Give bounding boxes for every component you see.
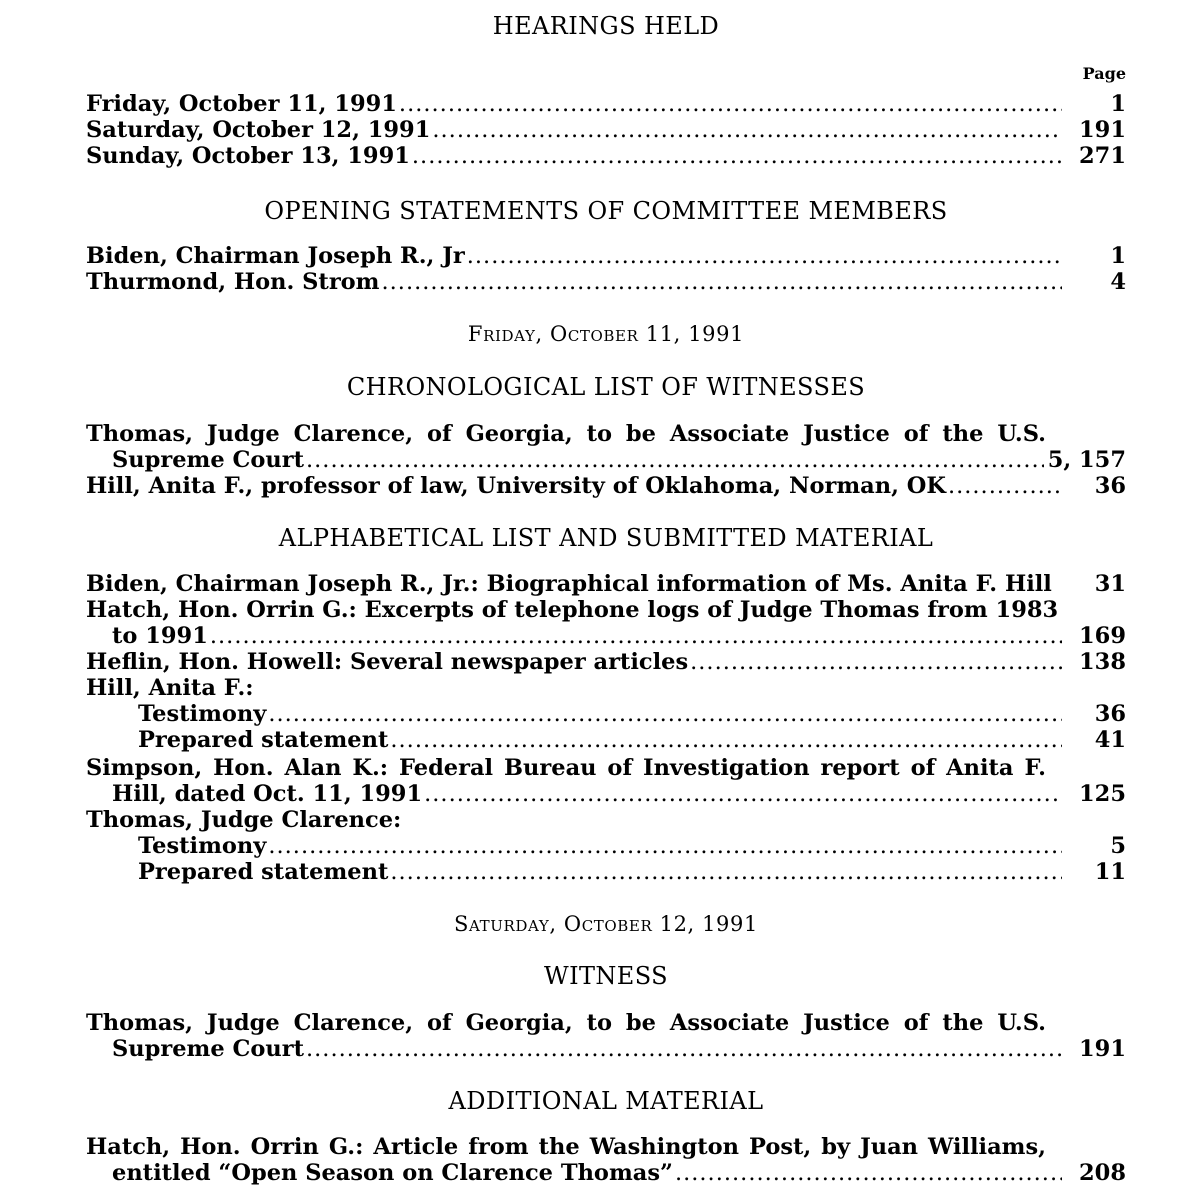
entry-label: Sunday, October 13, 1991 [86, 143, 410, 169]
leader-dots [424, 781, 1062, 807]
entry-label: Biden, Chairman Joseph R., Jr.: Biographical information of Ms. Anita F. Hill [86, 571, 1052, 597]
entry-label: Biden, Chairman Joseph R., Jr [86, 243, 465, 269]
entry-label: Testimony [138, 833, 267, 859]
entry-label: Thomas, Judge Clarence: [86, 807, 402, 833]
entry-label: Hill, dated Oct. 11, 1991 [112, 781, 423, 807]
entry-page: 1 [1110, 91, 1126, 117]
entry-page: 1 [1110, 243, 1126, 269]
entry-label: Hill, Anita F.: [86, 675, 254, 701]
entry-label: Saturday, October 12, 1991 [86, 117, 431, 143]
leader-dots [268, 701, 1062, 727]
leader-dots [306, 447, 1044, 473]
entry-label: Testimony [138, 701, 267, 727]
entry-page: 208 [1079, 1160, 1126, 1186]
entry-page: 191 [1079, 1036, 1126, 1062]
entry-page: 125 [1079, 781, 1126, 807]
toc-entry-thurmond [86, 269, 1126, 295]
entry-label: to 1991 [112, 623, 208, 649]
entry-page: 31 [1094, 571, 1126, 597]
toc-entry-heflin [86, 649, 1126, 675]
entry-page: 36 [1094, 473, 1126, 499]
toc-entry-additional-hatch-line2 [86, 1160, 1126, 1186]
entry-label: Supreme Court [112, 447, 304, 473]
toc-entry-hill [86, 473, 1126, 499]
entry-label: Heflin, Hon. Howell: Several newspaper articles [86, 649, 689, 675]
heading-opening-statements: OPENING STATEMENTS OF COMMITTEE MEMBERS [264, 197, 948, 225]
toc-entry-thomas-heading [86, 807, 1126, 833]
toc-entry-saturday [86, 117, 1126, 143]
entry-page: 11 [1094, 859, 1126, 885]
entry-page: 191 [1079, 117, 1126, 143]
leader-dots [399, 91, 1062, 117]
toc-entry-thomas-testimony [86, 833, 1126, 859]
toc-entry-witness-thomas-line2 [86, 1036, 1126, 1062]
toc-entry-hill-testimony [86, 701, 1126, 727]
leader-dots [948, 473, 1062, 499]
heading-friday-date: Friday, October 11, 1991 [467, 322, 745, 346]
entry-label: entitled “Open Season on Clarence Thomas” [112, 1160, 673, 1186]
leader-dots [382, 269, 1063, 295]
toc-entry-thomas-prepared [86, 859, 1126, 885]
leader-dots [268, 833, 1062, 859]
entry-label: Prepared statement [138, 727, 389, 753]
toc-entry-thomas-line2 [86, 447, 1126, 473]
entry-page: 36 [1094, 701, 1126, 727]
page-column-header: Page [1082, 64, 1126, 83]
entry-page: 271 [1079, 143, 1126, 169]
toc-entry-hill-prepared [86, 727, 1126, 753]
leader-dots [390, 859, 1062, 885]
leader-dots [467, 243, 1062, 269]
entry-page: 5 [1110, 833, 1126, 859]
toc-entry-hatch-line2 [86, 623, 1126, 649]
entry-page: 169 [1079, 623, 1126, 649]
toc-entry-simpson-line2 [86, 781, 1126, 807]
entry-label: Friday, October 11, 1991 [86, 91, 397, 117]
toc-entry-hatch-line1 [86, 597, 1126, 623]
entry-label: Hill, Anita F., professor of law, University of Oklahoma, Norman, OK [86, 473, 946, 499]
heading-witness: WITNESS [544, 962, 668, 990]
toc-entry-biden-bio [86, 571, 1126, 597]
leader-dots [210, 623, 1062, 649]
heading-alphabetical-list: ALPHABETICAL LIST AND SUBMITTED MATERIAL [278, 524, 934, 552]
leader-dots [675, 1160, 1062, 1186]
entry-page: 4 [1110, 269, 1126, 295]
entry-page: 41 [1094, 727, 1126, 753]
heading-hearings-held: HEARINGS HELD [492, 12, 720, 40]
leader-dots [690, 649, 1062, 675]
leader-dots [432, 117, 1062, 143]
entry-label: Simpson, Hon. Alan K.: Federal Bureau of Investigation report of Anita F. [86, 755, 1046, 781]
toc-entry-witness-thomas-line1 [86, 1010, 1126, 1036]
entry-label: Thomas, Judge Clarence, of Georgia, to be Associate Justice of the U.S. [86, 421, 1046, 447]
entry-label: Hatch, Hon. Orrin G.: Excerpts of telephone logs of Judge Thomas from 1983 [86, 597, 1059, 623]
heading-saturday-date: Saturday, October 12, 1991 [454, 912, 758, 936]
entry-page: 138 [1079, 649, 1126, 675]
toc-entry-thomas-line1 [86, 421, 1126, 447]
toc-entry-simpson-line1 [86, 755, 1126, 781]
leader-dots [306, 1036, 1062, 1062]
entry-label: Prepared statement [138, 859, 389, 885]
toc-entry-additional-hatch-line1 [86, 1134, 1126, 1160]
heading-additional-material: ADDITIONAL MATERIAL [448, 1087, 764, 1115]
toc-entry-friday [86, 91, 1126, 117]
entry-label: Thomas, Judge Clarence, of Georgia, to be Associate Justice of the U.S. [86, 1010, 1046, 1036]
leader-dots [412, 143, 1062, 169]
entry-label: Thurmond, Hon. Strom [86, 269, 380, 295]
heading-chronological-list: CHRONOLOGICAL LIST OF WITNESSES [346, 373, 866, 401]
leader-dots [390, 727, 1062, 753]
toc-entry-biden [86, 243, 1126, 269]
entry-page: 5, 157 [1047, 447, 1126, 473]
entry-label: Supreme Court [112, 1036, 304, 1062]
toc-entry-sunday [86, 143, 1126, 169]
toc-entry-hill-heading [86, 675, 1126, 701]
entry-label: Hatch, Hon. Orrin G.: Article from the Washington Post, by Juan Williams, [86, 1134, 1046, 1160]
